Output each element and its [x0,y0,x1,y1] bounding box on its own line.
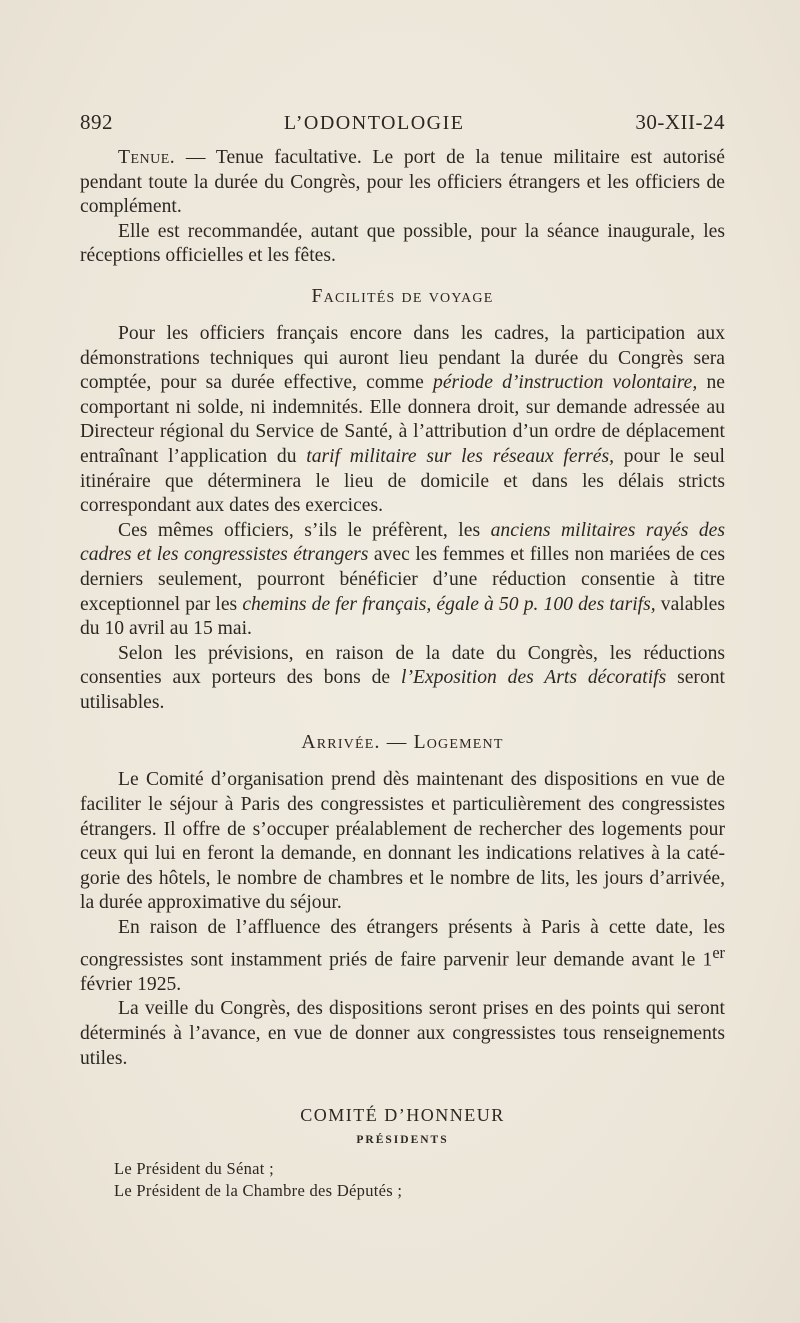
tenue-label: Tenue. [118,147,176,168]
section-title-arrivee: Arrivée. — Logement [301,732,504,754]
running-head [80,110,725,146]
committee-title: COMITÉ D’HONNEUR [300,1105,505,1126]
facilites-paragraph-1: Pour les officiers français encore dans les cadres, la participation aux démonstrations techniques qui auront lieu pendant la durée du Congrès sera comptée, pour sa durée effective, comme période d’instruction volontaire, ne comportant ni solde, ni indemnités. Elle donnera droit, sur demande adressée au Directeur régional du Service de Santé, à l’attribution d’un ordre de déplacement entraînant l’application du tarif militaire sur les réseaux ferrés, pour le seul itinéraire que déterminera le lieu de domicile et dans les délais stricts correspondant aux dates des exercices. [80,322,725,517]
facilites-paragraph-2: Ces mêmes officiers, s’ils le préfèrent, les anciens militaires rayés des cadres et les congressistes étrangers avec les femmes et filles non mariées de ces derniers seulement, pourront bénéficier d’une réduction consentie à titre exceptionnel par les chemins de fer français, égale à 50 p. 100 des tarifs, valables du 10 avril au 15 mai. [80,519,726,640]
journal-title: L’ODONTOLOGIE [283,112,465,134]
list-item: Le Président du Sénat ; [114,1159,274,1179]
section-title-facilites: Facilités de voyage [311,285,494,307]
committee-subtitle: PRÉSIDENTS [356,1134,449,1147]
emphasis-text: période d’instruction volontaire, [433,372,698,394]
tenue-paragraph: Tenue. — Tenue facultative. Le port de la tenue militaire est autorisé pendant toute la durée du Congrès, pour les officiers étrangers et les officiers de complément. [80,147,725,218]
arrivee-paragraph-3: La veille du Congrès, des dispositions seront prises en des points qui seront déterminés à l’avance, en vue de donner aux congressistes tous renseignements utiles. [80,998,725,1069]
list-item: Le Président de la Chambre des Députés ; [114,1181,403,1201]
arrivee-paragraph-1: Le Comité d’organisation prend dès maintenant des dispositions en vue de faciliter le séjour à Paris des congressistes et particulièrement des congressistes étrangers. Il offre de s’occuper préalablement de rechercher des logements pour ceux qui lui en feront la demande, en donnant les indications relatives à la catégorie des hôtels, le nombre de chambres et le nombre de lits, les jours d’arrivée, la durée approximative du séjour. [80,769,725,914]
page-number: 892 [80,110,113,134]
emphasis-text: l’Exposition des Arts décoratifs [401,667,667,689]
arrivee-paragraph-2: En raison de l’affluence des étrangers présents à Paris à cette date, les congressistes sont instamment priés de faire parvenir leur demande avant le 1er février 1925. [80,917,725,995]
facilites-paragraph-3: Selon les prévisions, en raison de la date du Congrès, les réductions consenties aux porteurs des bons de l’Exposition des Arts décoratifs seront utilisables. [80,642,725,713]
emphasis-text: chemins de fer français, égale à 50 p. 100 des tarifs, [242,593,656,615]
tenue-paragraph-2: Elle est recommandée, autant que possible, pour la séance inaugurale, les réceptions officielles et les fêtes. [80,220,725,267]
emphasis-text: anciens militaires rayés des cadres et les congressistes étrangers [80,519,726,566]
issue-date: 30-XII-24 [635,110,725,134]
emphasis-text: tarif militaire sur les réseaux ferrés, [306,445,615,467]
text-block [80,110,725,1202]
